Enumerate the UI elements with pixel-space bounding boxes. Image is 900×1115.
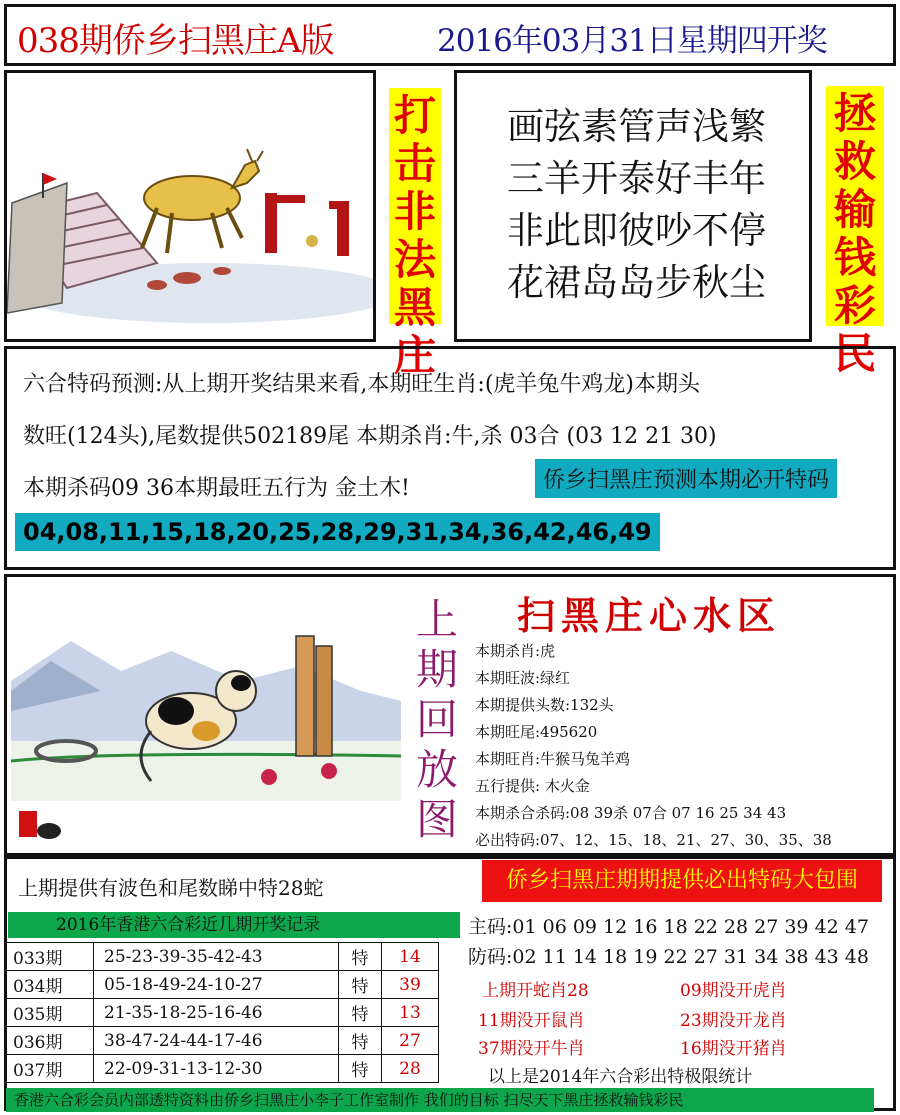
review-line: 本期杀肖:虎 — [475, 642, 556, 660]
record-special: 27 — [382, 1027, 439, 1055]
record-numbers: 05-18-49-24-10-27 — [94, 971, 339, 999]
stat-item: 上期开蛇肖28 — [482, 981, 589, 1001]
cat-illustration — [11, 581, 401, 853]
vertical-char: 彩 — [833, 281, 876, 330]
record-issue: 037期 — [7, 1055, 94, 1083]
vertical-char: 救 — [833, 137, 876, 186]
table-row — [7, 1055, 439, 1083]
vertical-char: 输 — [833, 185, 876, 234]
record-issue: 036期 — [7, 1027, 94, 1055]
stats-note: 以上是2014年六合彩出特极限统计 — [488, 1067, 753, 1087]
review-line: 本期提供头数:132头 — [475, 696, 614, 714]
table-row — [7, 971, 439, 999]
record-te: 特 — [339, 1027, 382, 1055]
table-row — [7, 1027, 439, 1055]
record-te: 特 — [339, 1055, 382, 1083]
review-vertical-label — [407, 595, 467, 845]
review-title: 扫黑庄心水区 — [517, 593, 782, 638]
vertical-char: 放 — [415, 745, 458, 794]
review-line: 本期杀合杀码:08 39杀 07合 07 16 25 34 43 — [475, 804, 787, 822]
records-header: 2016年香港六合彩近几期开奖记录 — [8, 912, 460, 938]
vertical-char: 期 — [415, 645, 458, 694]
vertical-char: 民 — [833, 329, 876, 378]
record-special: 39 — [382, 971, 439, 999]
main-codes: 主码:01 06 09 12 16 18 22 28 27 39 42 47 — [468, 916, 869, 938]
records-table — [6, 942, 439, 1083]
record-te: 特 — [339, 999, 382, 1027]
poem-line: 花裙岛岛步秋尘 — [507, 261, 766, 304]
review-line: 本期旺波:绿红 — [475, 669, 571, 687]
vertical-char: 上 — [415, 595, 458, 644]
header-banner — [4, 4, 896, 66]
poem-line: 画弦素管声浅繁 — [507, 105, 766, 148]
stat-item: 11期没开鼠肖 — [478, 1011, 585, 1031]
review-line: 五行提供: 木火金 — [475, 777, 590, 795]
record-special: 13 — [382, 999, 439, 1027]
stat-item: 16期没开猪肖 — [680, 1039, 787, 1059]
defense-codes: 防码:02 11 14 18 19 22 27 31 34 38 43 48 — [468, 946, 869, 968]
vertical-label-rescue — [826, 86, 884, 378]
vertical-char: 拯 — [833, 89, 876, 138]
record-numbers: 21-35-18-25-16-46 — [94, 999, 339, 1027]
predicted-numbers: 04,08,11,15,18,20,25,28,29,31,34,36,42,46,49 — [15, 513, 660, 551]
record-numbers: 38-47-24-44-17-46 — [94, 1027, 339, 1055]
last-hit-note: 上期提供有波色和尾数睇中特28蛇 — [18, 876, 324, 900]
record-special: 28 — [382, 1055, 439, 1083]
record-special: 14 — [382, 943, 439, 971]
record-numbers: 25-23-39-35-42-43 — [94, 943, 339, 971]
vertical-char: 法 — [393, 235, 436, 284]
must-open-badge: 侨乡扫黑庄预测本期必开特码 — [535, 459, 837, 498]
prediction-panel — [4, 346, 896, 570]
record-te: 特 — [339, 971, 382, 999]
draw-date: 2016年03月31日星期四开奖 — [437, 23, 827, 59]
record-issue: 033期 — [7, 943, 94, 971]
prediction-line-1: 六合特码预测:从上期开奖结果来看,本期旺生肖:(虎羊兔牛鸡龙)本期头 — [23, 372, 700, 397]
record-te: 特 — [339, 943, 382, 971]
cat-illustration-area — [11, 581, 401, 853]
issue-title: 038期侨乡扫黑庄A版 — [17, 21, 334, 61]
stat-item: 23期没开龙肖 — [680, 1011, 787, 1031]
prediction-line-2: 数旺(124头),尾数提供502189尾 本期杀肖:牛,杀 03合 (03 12 21 30) — [23, 424, 717, 449]
vertical-char: 打 — [393, 91, 436, 140]
footer-banner: 香港六合彩会员内部透特资料由侨乡扫黑庄小李子工作室制作 我们的目标 扫尽天下黑庄拯救输钱彩民 — [6, 1088, 874, 1112]
vertical-char: 图 — [415, 795, 458, 844]
table-row — [7, 999, 439, 1027]
vertical-char: 黑 — [393, 283, 436, 332]
review-line: 必出特码:07、12、15、18、21、27、30、35、38 — [475, 831, 832, 849]
poem-line: 非此即彼吵不停 — [507, 209, 766, 252]
review-line: 本期旺尾:495620 — [475, 723, 598, 741]
review-line: 本期旺肖:牛猴马兔羊鸡 — [475, 750, 631, 768]
red-banner: 侨乡扫黑庄期期提供必出特码大包围 — [482, 860, 882, 902]
deer-illustration-panel — [4, 70, 376, 342]
stat-item: 09期没开虎肖 — [680, 981, 787, 1001]
record-numbers: 22-09-31-13-12-30 — [94, 1055, 339, 1083]
vertical-char: 钱 — [833, 233, 876, 282]
vertical-char: 击 — [393, 139, 436, 188]
deer-illustration — [7, 73, 373, 339]
record-issue: 034期 — [7, 971, 94, 999]
vertical-label-crackdown — [389, 88, 441, 380]
poem-panel — [454, 70, 812, 342]
record-issue: 035期 — [7, 999, 94, 1027]
prediction-line-3: 本期杀码09 36本期最旺五行为 金土木! — [23, 476, 410, 501]
vertical-char: 非 — [393, 187, 436, 236]
stat-item: 37期没开牛肖 — [478, 1039, 585, 1059]
vertical-char: 庄 — [393, 331, 436, 380]
table-row — [7, 943, 439, 971]
vertical-char: 回 — [415, 695, 458, 744]
poem-line: 三羊开泰好丰年 — [507, 157, 766, 200]
